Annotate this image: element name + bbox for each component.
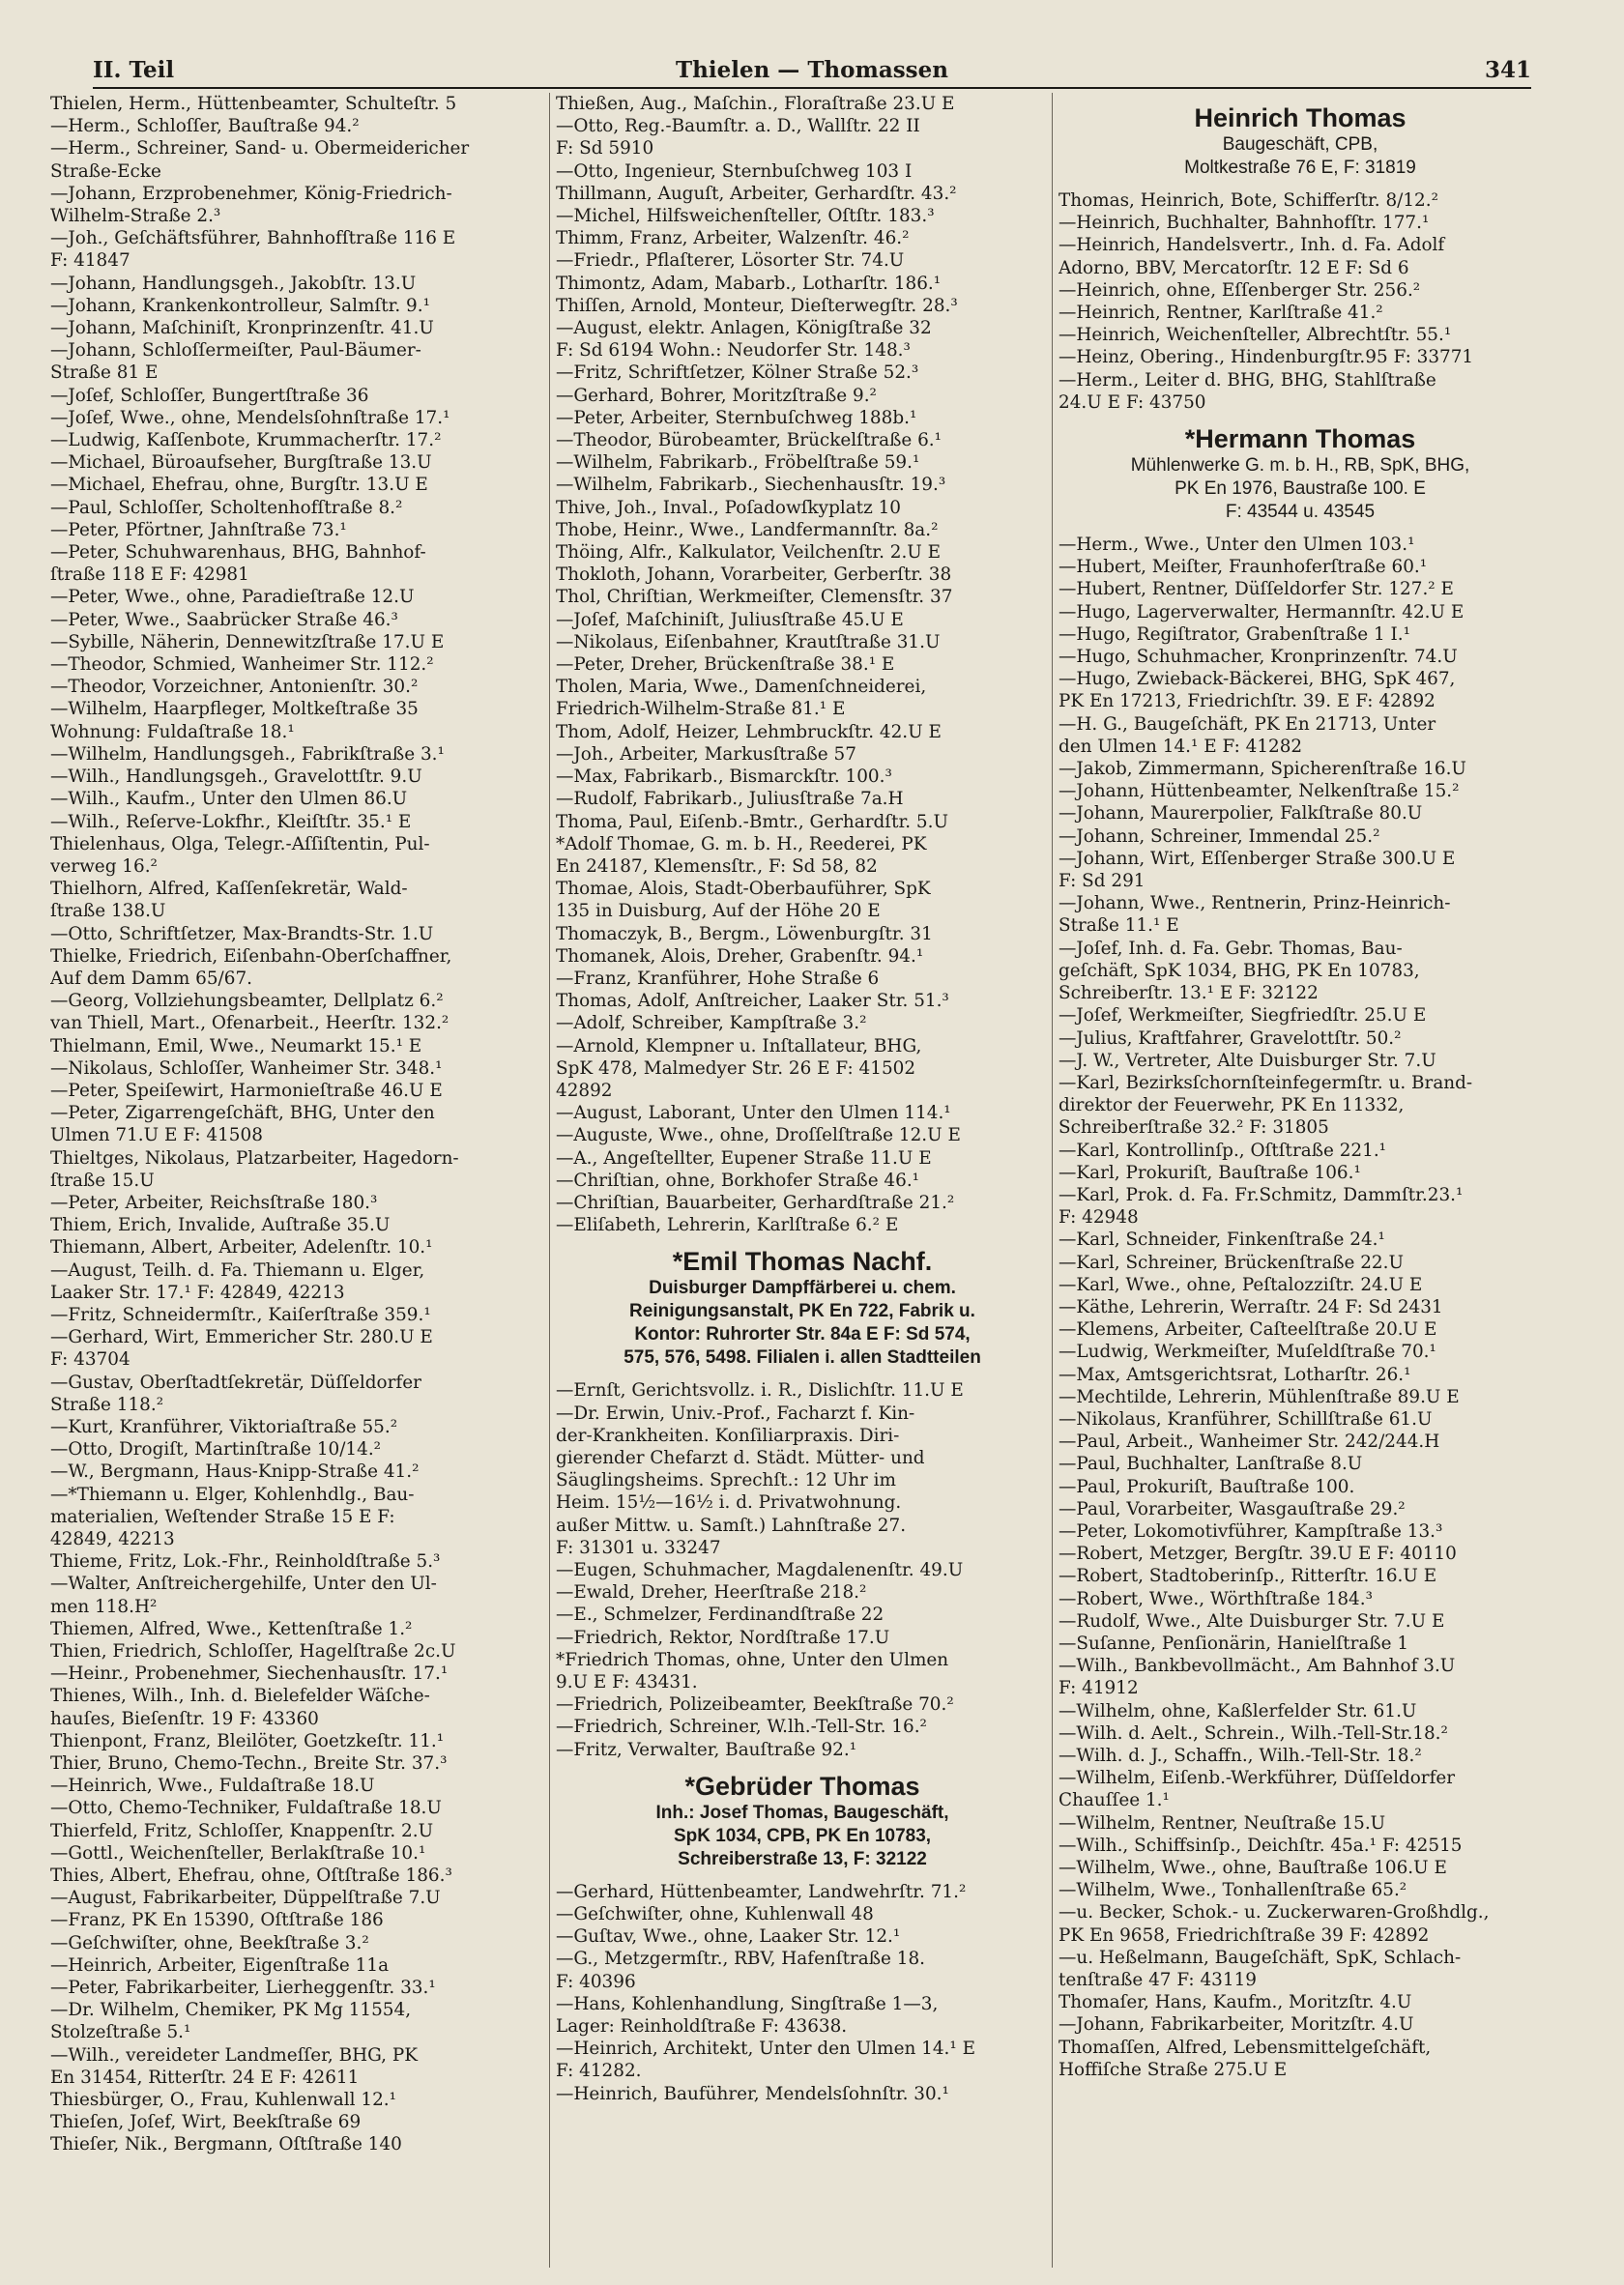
directory-entry-line: —Paul, Arbeit., Wanheimer Str. 242/244.H: [1058, 1432, 1440, 1453]
directory-entry-line: Straße 118.²: [50, 1394, 164, 1415]
directory-entry-line: —Karl, Schreiner, Brückenſtraße 22.U: [1058, 1252, 1404, 1273]
directory-entry-line: —Wilhelm, Wwe., ohne, Bauſtraße 106.U E: [1058, 1858, 1447, 1879]
directory-entry-line: Thomaſſen, Alfred, Lebensmittelgeſchäft,: [1058, 2037, 1432, 2058]
directory-entry-line: —Friedrich, Schreiner, W.lh.-Tell-Str. 16.²: [556, 1717, 927, 1738]
directory-entry-line: —Adolf, Schreiber, Kampſtraße 3.²: [556, 1013, 867, 1034]
directory-entry-line: SpK 478, Malmedyer Str. 26 E F: 41502: [556, 1057, 916, 1079]
directory-entry-line: —Wilhelm, Fabrikarb., Siechenhausſtr. 19.³: [556, 475, 946, 496]
directory-entry-line: —Ernſt, Gerichtsvollz. i. R., Dislichſtr. 11.U E: [556, 1380, 964, 1402]
directory-entry-line: Schreiberſtr. 13.¹ E F: 32122: [1058, 983, 1319, 1004]
directory-entry-line: —Klemens, Arbeiter, Caſteelſtraße 20.U E: [1058, 1319, 1437, 1341]
directory-entry-line: ſtraße 118 E F: 42981: [50, 564, 249, 586]
advertisement-emil: [556, 1246, 1049, 1370]
directory-entry-line: —Johann, Wirt, Eſſenberger Straße 300.U E: [1058, 848, 1456, 869]
directory-entry-line: —Robert, Metzger, Bergſtr. 39.U E F: 40110: [1058, 1544, 1457, 1565]
directory-entry-line: Thomaczyk, B., Bergm., Löwenburgſtr. 31: [556, 923, 933, 944]
directory-entry-line: —Heinrich, Buchhalter, Bahnhofſtr. 177.¹: [1058, 213, 1430, 234]
directory-entry-line: Thielmann, Emil, Wwe., Neumarkt 15.¹ E: [50, 1035, 422, 1056]
directory-entry-line: *Friedrich Thomas, ohne, Unter den Ulmen: [556, 1649, 949, 1670]
directory-entry-line: Thomas, Heinrich, Bote, Schifferſtr. 8/12.²: [1058, 190, 1438, 211]
directory-entry-line: Ulmen 71.U E F: 41508: [50, 1125, 263, 1146]
directory-entry-line: —Herm., Wwe., Unter den Ulmen 103.¹: [1058, 535, 1415, 556]
directory-entry-line: —Peter, Wwe., ohne, Paradieſtraße 12.U: [50, 587, 415, 608]
directory-entry-line: —Heinrich, Architekt, Unter den Ulmen 14.¹ E: [556, 2039, 976, 2060]
directory-entry-line: —Arnold, Klempner u. Inſtallateur, BHG,: [556, 1035, 922, 1056]
directory-entry-line: Thobe, Heinr., Wwe., Landfermannſtr. 8a.²: [556, 519, 939, 540]
directory-entry-line: —Max, Amtsgerichtsrat, Lotharſtr. 26.¹: [1058, 1364, 1411, 1385]
directory-entry-line: —Johann, Hüttenbeamter, Nelkenſtraße 15.²: [1058, 781, 1460, 802]
directory-entry-line: F: Sd 291: [1058, 871, 1146, 892]
directory-entry-line: Thomaſer, Hans, Kaufm., Moritzſtr. 4.U: [1058, 1992, 1412, 2013]
directory-entry-line: —Joh., Geſchäftsführer, Bahnhofſtraße 116 E: [50, 228, 456, 249]
directory-entry-line: Auf dem Damm 65/67.: [50, 968, 252, 989]
directory-entry-line: —August, Fabrikarbeiter, Düppelſtraße 7.U: [50, 1888, 441, 1909]
directory-entry-line: —August, Teilh. d. Fa. Thiemann u. Elger,: [50, 1259, 425, 1281]
directory-entry-line: —Wilh., Kaufm., Unter den Ulmen 86.U: [50, 789, 408, 810]
directory-entry-line: Thillmann, Auguſt, Arbeiter, Gerhardſtr. 43.²: [556, 183, 957, 204]
directory-entry-line: —Heinrich, Weichenſteller, Albrechtſtr. 55.¹: [1058, 325, 1452, 346]
directory-entry-line: Friedrich-Wilhelm-Straße 81.¹ E: [556, 699, 846, 720]
directory-entry-line: Thive, Joh., Inval., Poſadowſkyplatz 10: [556, 497, 902, 518]
directory-entry-line: Thießen, Aug., Maſchin., Floraſtraße 23.U E: [556, 94, 955, 114]
directory-entry-line: *Adolf Thomae, G. m. b. H., Reederei, PK: [556, 833, 927, 854]
directory-entry-line: —Fritz, Schneidermſtr., Kaiſerſtraße 359.¹: [50, 1304, 431, 1325]
directory-entry-line: —Heinrich, ohne, Eſſenberger Str. 256.²: [1058, 279, 1421, 301]
advertisement-title: *Emil Thomas Nachf.: [672, 1247, 933, 1277]
directory-entry-line: —Paul, Schloſſer, Scholtenhofſtraße 8.²: [50, 497, 403, 518]
directory-entry-line: —Wilhelm, Rentner, Neuſtraße 15.U: [1058, 1812, 1386, 1834]
directory-entry-line: —August, elektr. Anlagen, Königſtraße 32: [556, 318, 932, 339]
directory-entry-line: —u. Becker, Schok.- u. Zuckerwaren-Großhdlg.,: [1058, 1902, 1490, 1923]
directory-entry-line: Straße-Ecke: [50, 160, 161, 182]
directory-entry-line: —Johann, Fabrikarbeiter, Moritzſtr. 4.U: [1058, 2014, 1414, 2036]
directory-entry-line: —Theodor, Vorzeichner, Antonienſtr. 30.²: [50, 677, 419, 698]
directory-entry-line: Lager: Reinholdſtraße F: 43638.: [556, 2016, 848, 2038]
directory-entry-line: —Gustav, Oberſtadtſekretär, Düſſeldorfer: [50, 1372, 421, 1393]
directory-entry-line: —Karl, Kontrollinſp., Oſtſtraße 221.¹: [1058, 1140, 1387, 1161]
directory-entry-line: —Chriſtian, Bauarbeiter, Gerhardſtraße 21.²: [556, 1192, 955, 1213]
directory-entry-line: Thom, Adolf, Heizer, Lehmbruckſtr. 42.U E: [556, 721, 942, 742]
directory-entry-line: F: 41282.: [556, 2061, 642, 2082]
directory-entry-line: —Herm., Leiter d. BHG, BHG, Stahlſtraße: [1058, 369, 1436, 390]
directory-entry-line: gierender Chefarzt d. Städt. Mütter- und: [556, 1447, 925, 1468]
directory-entry-line: 24.U E F: 43750: [1058, 391, 1206, 413]
directory-entry-line: F: 42948: [1058, 1207, 1139, 1229]
directory-entry-line: —Paul, Buchhalter, Lanſtraße 8.U: [1058, 1454, 1363, 1475]
directory-entry-line: —Wilhelm, Haarpfleger, Moltkeſtraße 35: [50, 699, 419, 720]
directory-entry-line: —Johann, Erzprobenehmer, König-Friedrich-: [50, 183, 452, 204]
directory-entry-line: —Joſef, Schloſſer, Bungertſtraße 36: [50, 385, 369, 406]
directory-entry-line: Adorno, BBV, Mercatorſtr. 12 E F: Sd 6: [1058, 257, 1409, 278]
directory-entry-line: Thiem, Erich, Invalide, Auſtraße 35.U: [50, 1215, 391, 1236]
directory-entry-line: —Geſchwiſter, ohne, Beekſtraße 3.²: [50, 1932, 369, 1953]
directory-entry-line: —Dr. Erwin, Univ.-Prof., Facharzt f. Kin-: [556, 1403, 915, 1424]
directory-entry-line: —Wilh., vereideter Landmeſſer, BHG, PK: [50, 2044, 418, 2066]
directory-entry-line: —Ewald, Dreher, Heerſtraße 218.²: [556, 1582, 867, 1604]
directory-entry-line: —Peter, Speiſewirt, Harmonieſtraße 46.U E: [50, 1080, 443, 1101]
directory-entry-line: ſtraße 15.U: [50, 1170, 155, 1191]
advertisement-line: Reinigungsanstalt, PK En 722, Fabrik u.: [629, 1301, 975, 1322]
advertisement-line: Moltkestraße 76 E, F: 31819: [1184, 158, 1416, 178]
directory-entry-line: —Auguste, Wwe., ohne, Droſſelſtraße 12.U E: [556, 1125, 961, 1146]
directory-entry-line: —Kurt, Kranführer, Viktoriaſtraße 55.²: [50, 1416, 398, 1437]
directory-entry-line: —Johann, Maſchiniſt, Kronprinzenſtr. 41.U: [50, 318, 434, 339]
directory-entry-line: —Karl, Wwe., ohne, Peſtalozziſtr. 24.U E: [1058, 1274, 1423, 1295]
directory-entry-line: —Wilh. d. J., Schaffn., Wilh.-Tell-Str. 18.²: [1058, 1746, 1422, 1766]
directory-entry-line: —Chriſtian, ohne, Borkhofer Straße 46.¹: [556, 1170, 920, 1191]
directory-entry-line: —Joſef, Maſchiniſt, Juliusſtraße 45.U E: [556, 609, 904, 630]
directory-entry-line: Thöing, Alfr., Kalkulator, Veilchenſtr. 2.U E: [556, 542, 942, 564]
directory-entry-line: ſtraße 138.U: [50, 901, 166, 922]
directory-entry-line: PK En 9658, Friedrichſtraße 39 F: 42892: [1058, 1924, 1430, 1946]
directory-entry-line: —Nikolaus, Eiſenbahner, Krautſtraße 31.U: [556, 631, 941, 652]
directory-entry-line: —Paul, Prokuriſt, Bauſtraße 100.: [1058, 1476, 1355, 1497]
directory-entry-line: men 118.H²: [50, 1596, 158, 1617]
directory-entry-line: außer Mittw. u. Samſt.) Lahnſtraße 27.: [556, 1515, 907, 1536]
directory-entry-line: geſchäft, SpK 1034, BHG, PK En 10783,: [1058, 960, 1420, 981]
directory-entry-line: Thielen, Herm., Hüttenbeamter, Schulteſtr. 5: [50, 94, 457, 114]
directory-entry-line: Thies, Albert, Ehefrau, ohne, Oſtſtraße 186.³: [50, 1866, 452, 1887]
advertisement-line: Mühlenwerke G. m. b. H., RB, SpK, BHG,: [1130, 455, 1470, 477]
directory-entry-line: —Friedrich, Rektor, Nordſtraße 17.U: [556, 1627, 890, 1648]
directory-entry-line: Thieſer, Nik., Bergmann, Oſtſtraße 140: [50, 2134, 402, 2155]
directory-entry-line: —Wilhelm, Eiſenb.-Werkführer, Düſſeldorfer: [1058, 1768, 1456, 1789]
directory-entry-line: Thielhorn, Alfred, Kaſſenſekretär, Wald-: [50, 879, 408, 900]
directory-entry-line: Thimm, Franz, Arbeiter, Walzenſtr. 46.²: [556, 228, 910, 249]
directory-entry-line: materialien, Weſtender Straße 15 E F:: [50, 1506, 395, 1527]
directory-entry-line: —Hans, Kohlenhandlung, Singſtraße 1—3,: [556, 1993, 939, 2014]
directory-entry-line: Schreiberſtraße 32.² F: 31805: [1058, 1117, 1329, 1139]
directory-entry-line: —Gerhard, Hüttenbeamter, Landwehrſtr. 71.²: [556, 1881, 967, 1902]
directory-entry-line: —Peter, Arbeiter, Reichsſtraße 180.³: [50, 1192, 378, 1213]
directory-entry-line: —Heinrich, Rentner, Karlſtraße 41.²: [1058, 303, 1383, 324]
directory-entry-line: —Wilh., Bankbevollmächt., Am Bahnhof 3.U: [1058, 1656, 1456, 1677]
directory-entry-line: —Jakob, Zimmermann, Spicherenſtraße 16.U: [1058, 759, 1466, 780]
directory-entry-line: —Johann, Schreiner, Immendal 25.²: [1058, 825, 1380, 847]
directory-entry-line: —A., Angeſtellter, Eupener Straße 11.U E: [556, 1147, 932, 1169]
directory-entry-line: Thiſſen, Arnold, Monteur, Dieſterwegſtr. 28.³: [556, 295, 958, 316]
page-number: 341: [1484, 57, 1531, 83]
directory-entry-line: 135 in Duisburg, Auf der Höhe 20 E: [556, 901, 881, 922]
directory-entry-line: —Heinrich, Arbeiter, Eigenſtraße 11a: [50, 1954, 390, 1976]
directory-entry-line: —Suſanne, Penſionärin, Hanielſtraße 1: [1058, 1633, 1409, 1654]
advertisement-line: Kontor: Ruhrorter Str. 84a E F: Sd 574,: [634, 1324, 971, 1345]
directory-entry-line: —Peter, Schuhwarenhaus, BHG, Bahnhof-: [50, 542, 426, 564]
directory-entry-line: —Nikolaus, Schloſſer, Wanheimer Str. 348.¹: [50, 1057, 443, 1079]
advertisement-gebr: [556, 1771, 1049, 1871]
directory-entry-line: —Gerhard, Bohrer, Moritzſtraße 9.²: [556, 385, 877, 406]
directory-entry-line: —Peter, Fabrikarbeiter, Lierheggenſtr. 33.¹: [50, 1978, 436, 1999]
directory-entry-line: Wohnung: Fuldaſtraße 18.¹: [50, 721, 295, 742]
directory-entry-line: —Rudolf, Fabrikarb., Juliusſtraße 7a.H: [556, 789, 904, 810]
directory-entry-line: —Johann, Schloſſermeiſter, Paul-Bäumer-: [50, 340, 421, 362]
directory-entry-line: En 31454, Ritterſtr. 24 E F: 42611: [50, 2067, 360, 2088]
directory-entry-line: —W., Bergmann, Haus-Knipp-Straße 41.²: [50, 1461, 420, 1483]
directory-entry-line: —Dr. Wilhelm, Chemiker, PK Mg 11554,: [50, 2000, 412, 2021]
directory-entry-line: —Heinz, Obering., Hindenburgſtr.95 F: 33771: [1058, 347, 1474, 368]
directory-entry-line: —Michel, Hilfsweichenſteller, Oſtſtr. 183.³: [556, 206, 935, 227]
directory-entry-line: Säuglingsheims. Sprechſt.: 12 Uhr im: [556, 1470, 896, 1491]
directory-entry-line: Thieltges, Nikolaus, Platzarbeiter, Hagedorn-: [50, 1147, 459, 1169]
advertisement-title: Heinrich Thomas: [1194, 103, 1406, 132]
directory-entry-line: Thol, Chriſtian, Werkmeiſter, Clemensſtr. 37: [556, 587, 953, 608]
directory-entry-line: —Johann, Handlungsgeh., Jakobſtr. 13.U: [50, 273, 417, 294]
directory-entry-line: —Michael, Ehefrau, ohne, Burgſtr. 13.U E: [50, 475, 428, 496]
directory-entry-line: Thienpont, Franz, Bleilöter, Goetzkeſtr. 11.¹: [50, 1730, 445, 1751]
directory-entry-line: —Wilh. d. Aelt., Schrein., Wilh.-Tell-Str.18.²: [1058, 1722, 1448, 1744]
directory-entry-line: —Karl, Prokuriſt, Bauſtraße 106.¹: [1058, 1162, 1361, 1183]
directory-entry-line: —Johann, Wwe., Rentnerin, Prinz-Heinrich-: [1058, 893, 1451, 914]
directory-entry-line: —Ludwig, Werkmeiſter, Muſeldſtraße 70.¹: [1058, 1342, 1436, 1363]
directory-entry-line: —Hubert, Meiſter, Fraunhoferſtraße 60.¹: [1058, 557, 1428, 578]
directory-entry-line: Thokloth, Johann, Vorarbeiter, Gerberſtr. 38: [556, 564, 952, 586]
directory-entry-line: —Heinrich, Handelsvertr., Inh. d. Fa. Adolf: [1058, 235, 1445, 256]
column-2: [549, 93, 1049, 2268]
directory-entry-line: —Joſef, Inh. d. Fa. Gebr. Thomas, Bau-: [1058, 938, 1403, 959]
directory-entry-line: —Wilhelm, Handlungsgeh., Fabrikſtraße 3.¹: [50, 743, 445, 765]
directory-entry-line: —Robert, Stadtoberinſp., Ritterſtr. 16.U E: [1058, 1566, 1437, 1587]
directory-entry-line: —Otto, Schriftſetzer, Max-Brandts-Str. 1.U: [50, 923, 434, 944]
advertisement-line: PK En 1976, Baustraße 100. E: [1174, 478, 1426, 500]
directory-entry-line: —Friedr., Pflaſterer, Lösorter Str. 74.U: [556, 250, 905, 272]
directory-entry-line: —Michael, Büroaufseher, Burgſtraße 13.U: [50, 452, 432, 474]
directory-entry-line: —Ludwig, Kaſſenbote, Krummacherſtr. 17.²: [50, 430, 442, 451]
directory-entry-line: Heim. 15½—16½ i. d. Privatwohnung.: [556, 1492, 902, 1514]
directory-entry-line: —Wilh., Handlungsgeh., Gravelottſtr. 9.U: [50, 766, 422, 788]
directory-entry-line: der-Krankheiten. Konſiliarpraxis. Diri-: [556, 1425, 900, 1446]
directory-entry-line: —Peter, Arbeiter, Sternbuſchweg 188b.¹: [556, 407, 917, 428]
directory-entry-line: —Wilh., Schiffsinſp., Deichſtr. 45a.¹ F: 42515: [1058, 1835, 1463, 1856]
directory-entry-line: —Peter, Zigarrengeſchäft, BHG, Unter den: [50, 1103, 435, 1124]
directory-entry-line: —Wilhelm, ohne, Kaßlerfelder Str. 61.U: [1058, 1700, 1417, 1721]
directory-entry-line: —Otto, Ingenieur, Sternbuſchweg 103 I: [556, 160, 913, 182]
advertisement-title: *Gebrüder Thomas: [684, 1771, 920, 1801]
directory-entry-line: Thiesbürger, O., Frau, Kuhlenwall 12.¹: [50, 2090, 396, 2111]
directory-entry-line: —Johann, Krankenkontrolleur, Salmſtr. 9.¹: [50, 295, 430, 316]
directory-entry-line: Thiemen, Alfred, Wwe., Kettenſtraße 1.²: [50, 1618, 413, 1639]
directory-entry-line: Straße 81 E: [50, 362, 159, 384]
directory-entry-line: —Hugo, Regiſtrator, Grabenſtraße 1 I.¹: [1058, 623, 1411, 645]
directory-entry-line: van Thiell, Mart., Ofenarbeit., Heerſtr. 132.²: [50, 1013, 450, 1034]
directory-entry-line: Stolzeſtraße 5.¹: [50, 2022, 191, 2043]
directory-entry-line: Straße 11.¹ E: [1058, 915, 1179, 937]
advertisement-line: Schreiberstraße 13, F: 32122: [678, 1848, 927, 1869]
column-3: [1052, 93, 1542, 2268]
directory-entry-line: —Karl, Schneider, Finkenſtraße 24.¹: [1058, 1229, 1385, 1251]
directory-entry-line: En 24187, Klemensſtr., F: Sd 58, 82: [556, 855, 878, 877]
directory-entry-line: Thienes, Wilh., Inh. d. Bielefelder Wäſche-: [50, 1686, 430, 1707]
directory-entry-line: —Franz, PK En 15390, Oſtſtraße 186: [50, 1910, 384, 1931]
section-label: II. Teil: [93, 57, 175, 83]
directory-entry-line: 9.U E F: 43431.: [556, 1672, 698, 1692]
directory-entry-line: Thiemann, Albert, Arbeiter, Adelenſtr. 10.¹: [50, 1237, 433, 1258]
directory-entry-line: Thomanek, Alois, Dreher, Grabenſtr. 94.¹: [556, 945, 924, 967]
directory-entry-line: Laaker Str. 17.¹ F: 42849, 42213: [50, 1282, 345, 1303]
directory-entry-line: —August, Laborant, Unter den Ulmen 114.¹: [556, 1103, 951, 1124]
page-header: [93, 50, 1531, 89]
directory-entry-line: —Fritz, Schriftſetzer, Kölner Straße 52.³: [556, 362, 919, 384]
directory-entry-line: —Heinr., Probenehmer, Siechenhausſtr. 17.¹: [50, 1663, 449, 1685]
directory-entry-line: Thien, Friedrich, Schloſſer, Hagelſtraße 2c.U: [50, 1641, 456, 1663]
directory-entry-line: —Mechtilde, Lehrerin, Mühlenſtraße 89.U E: [1058, 1386, 1460, 1407]
directory-entry-line: —Julius, Kraftfahrer, Gravelottſtr. 50.²: [1058, 1027, 1402, 1049]
directory-entry-line: Wilhelm-Straße 2.³: [50, 206, 221, 227]
directory-entry-line: —H. G., Baugeſchäft, PK En 21713, Unter: [1058, 713, 1436, 735]
directory-entry-line: —Joſef, Wwe., ohne, Mendelsſohnſtraße 17.¹: [50, 407, 450, 428]
directory-entry-line: —Otto, Drogiſt, Martinſtraße 10/14.²: [50, 1439, 382, 1461]
directory-entry-line: —Otto, Reg.-Baumſtr. a. D., Wallſtr. 22 II: [556, 116, 920, 137]
directory-entry-line: PK En 17213, Friedrichſtr. 39. E F: 42892: [1058, 691, 1436, 712]
directory-entry-line: —Peter, Lokomotivführer, Kampſtraße 13.³: [1058, 1520, 1443, 1542]
directory-entry-line: verweg 16.²: [50, 855, 158, 877]
directory-entry-line: —Eugen, Schuhmacher, Magdalenenſtr. 49.U: [556, 1559, 964, 1580]
directory-entry-line: —Hugo, Lagerverwalter, Hermannſtr. 42.U E: [1058, 601, 1464, 622]
directory-entry-line: F: 41847: [50, 250, 130, 272]
directory-entry-line: —Wilhelm, Wwe., Tonhallenſtraße 65.²: [1058, 1880, 1407, 1901]
directory-entry-line: —Walter, Anſtreichergehilfe, Unter den Ul-: [50, 1574, 437, 1595]
directory-entry-line: —Guſtav, Wwe., ohne, Laaker Str. 12.¹: [556, 1926, 901, 1948]
directory-entry-line: —E., Schmelzer, Ferdinandſtraße 22: [556, 1605, 884, 1626]
directory-entry-line: —u. Heßelmann, Baugeſchäft, SpK, Schlach-: [1058, 1947, 1462, 1968]
page-range-title: Thielen — Thomassen: [676, 57, 948, 83]
directory-entry-line: —Friedrich, Polizeibeamter, Beekſtraße 70.²: [556, 1694, 954, 1716]
directory-entry-line: Thielke, Friedrich, Eiſenbahn-Oberſchaffner,: [50, 945, 452, 967]
directory-entry-line: —Rudolf, Wwe., Alte Duisburger Str. 7.U E: [1058, 1610, 1445, 1632]
directory-entry-line: —Joh., Arbeiter, Markusſtraße 57: [556, 743, 856, 765]
directory-entry-line: Thoma, Paul, Eiſenb.-Bmtr., Gerhardſtr. 5.U: [556, 811, 948, 832]
directory-entry-line: —Paul, Vorarbeiter, Wasgauſtraße 29.²: [1058, 1498, 1406, 1519]
directory-entry-line: —Karl, Bezirksſchornſteinfegermſtr. u. Brand-: [1058, 1072, 1473, 1093]
directory-entry-line: —*Thiemann u. Elger, Kohlenhdlg., Bau-: [50, 1484, 415, 1505]
directory-entry-line: Thomae, Alois, Stadt-Oberbauführer, SpK: [556, 879, 931, 900]
directory-entry-line: Thierfeld, Fritz, Schloſſer, Knappenſtr. 2.U: [50, 1820, 434, 1841]
directory-entry-line: F: 40396: [556, 1971, 636, 1992]
directory-entry-line: —Peter, Wwe., Saabrücker Straße 46.³: [50, 609, 398, 630]
directory-entry-line: Thieme, Fritz, Lok.-Fhr., Reinholdſtraße 5.³: [50, 1551, 441, 1573]
directory-entry-line: —Herm., Schreiner, Sand- u. Obermeidericher: [50, 138, 470, 159]
directory-entry-line: —Johann, Maurerpolier, Falkſtraße 80.U: [1058, 803, 1423, 824]
directory-entry-line: —Peter, Pförtner, Jahnſtraße 73.¹: [50, 519, 347, 540]
directory-entry-line: —Peter, Dreher, Brückenſtraße 38.¹ E: [556, 654, 895, 676]
directory-entry-line: den Ulmen 14.¹ E F: 41282: [1058, 736, 1303, 757]
directory-entry-line: Chauſſee 1.¹: [1058, 1790, 1170, 1811]
directory-entry-line: —Gottl., Weichenſteller, Berlakſtraße 10.¹: [50, 1842, 426, 1864]
advertisement-line: Baugeschäft, CPB,: [1222, 134, 1378, 155]
directory-entry-line: Thomas, Adolf, Anſtreicher, Laaker Str. 51.³: [556, 991, 949, 1012]
advertisement-line: Inh.: Josef Thomas, Baugeschäft,: [655, 1802, 949, 1823]
directory-entry-line: Thieſen, Joſef, Wirt, Beekſtraße 69: [50, 2112, 362, 2133]
directory-entry-line: —Heinrich, Bauführer, Mendelsſohnſtr. 30.¹: [556, 2083, 949, 2104]
advertisement-line: F: 43544 u. 43545: [1225, 502, 1376, 523]
advertisement-title: *Hermann Thomas: [1184, 424, 1416, 454]
directory-entry-line: Hoffiſche Straße 275.U E: [1058, 2059, 1288, 2080]
directory-entry-line: —Otto, Chemo-Techniker, Fuldaſtraße 18.U: [50, 1798, 442, 1819]
directory-entry-line: F: Sd 6194 Wohn.: Neudorfer Str. 148.³: [556, 340, 911, 362]
directory-entry-line: —Sybille, Näherin, Dennewitzſtraße 17.U E: [50, 631, 445, 652]
directory-entry-line: F: Sd 5910: [556, 138, 654, 159]
directory-entry-line: —Max, Fabrikarb., Bismarckſtr. 100.³: [556, 766, 892, 788]
directory-entry-line: —Robert, Wwe., Wörthſtraße 184.³: [1058, 1588, 1373, 1609]
directory-entry-line: —Theodor, Bürobeamter, Brückelſtraße 6.¹: [556, 430, 942, 451]
directory-entry-line: —Herm., Schloſſer, Bauſtraße 94.²: [50, 116, 360, 137]
directory-entry-line: direktor der Feuerwehr, PK En 11332,: [1058, 1095, 1405, 1116]
directory-entry-line: —Karl, Prok. d. Fa. Fr.Schmitz, Dammſtr.23.¹: [1058, 1184, 1464, 1205]
directory-entry-line: hauſes, Bieſenſtr. 19 F: 43360: [50, 1708, 319, 1729]
directory-entry-line: —Franz, Kranführer, Hohe Straße 6: [556, 968, 880, 989]
column-1: [50, 93, 543, 2268]
directory-entry-line: —Wilh., Reſerve-Lokfhr., Kleiſtſtr. 35.¹ E: [50, 811, 412, 832]
directory-entry-line: Thielenhaus, Olga, Telegr.-Aſſiſtentin, Pul-: [50, 833, 430, 854]
directory-entry-line: Thier, Bruno, Chemo-Techn., Breite Str. 37.³: [50, 1753, 448, 1775]
directory-entry-line: —Heinrich, Wwe., Fuldaſtraße 18.U: [50, 1776, 375, 1797]
directory-entry-line: —Theodor, Schmied, Wanheimer Str. 112.²: [50, 654, 434, 676]
directory-entry-line: —Nikolaus, Kranführer, Schillſtraße 61.U: [1058, 1408, 1433, 1430]
directory-entry-line: F: 41912: [1058, 1678, 1139, 1699]
directory-entry-line: —Hubert, Rentner, Düſſeldorfer Str. 127.² E: [1058, 579, 1454, 600]
advertisement-heinrich: [1058, 102, 1542, 180]
directory-entry-line: 42892: [556, 1080, 613, 1101]
directory-entry-line: F: 31301 u. 33247: [556, 1537, 721, 1558]
directory-entry-line: —Käthe, Lehrerin, Werraſtr. 24 F: Sd 2431: [1058, 1296, 1443, 1317]
advertisement-line: Duisburger Dampffärberei u. chem.: [649, 1278, 956, 1299]
directory-entry-line: Tholen, Maria, Wwe., Damenſchneiderei,: [556, 677, 927, 698]
directory-entry-line: 42849, 42213: [50, 1529, 175, 1549]
directory-entry-line: —Gerhard, Wirt, Emmericher Str. 280.U E: [50, 1327, 433, 1348]
advertisement-hermann: [1058, 423, 1542, 524]
directory-entry-line: Thimontz, Adam, Mabarb., Lotharſtr. 186.¹: [556, 273, 942, 294]
advertisement-line: 575, 576, 5498. Filialen i. allen Stadtteilen: [624, 1347, 981, 1369]
directory-entry-line: tenſtraße 47 F: 43119: [1058, 1970, 1257, 1991]
directory-entry-line: —Georg, Vollziehungsbeamter, Dellplatz 6.²: [50, 991, 444, 1012]
directory-entry-line: —Geſchwiſter, ohne, Kuhlenwall 48: [556, 1904, 874, 1925]
directory-entry-line: —Wilhelm, Fabrikarb., Fröbelſtraße 59.¹: [556, 452, 920, 474]
directory-entry-line: F: 43704: [50, 1349, 130, 1371]
advertisement-line: SpK 1034, CPB, PK En 10783,: [673, 1825, 932, 1846]
directory-entry-line: —J. W., Vertreter, Alte Duisburger Str. 7.U: [1058, 1050, 1436, 1071]
directory-entry-line: —Hugo, Zwieback-Bäckerei, BHG, SpK 467,: [1058, 669, 1456, 690]
directory-entry-line: —Hugo, Schuhmacher, Kronprinzenſtr. 74.U: [1058, 647, 1458, 668]
directory-entry-line: —Joſef, Werkmeiſter, Siegfriedſtr. 25.U E: [1058, 1005, 1427, 1027]
directory-entry-line: —Fritz, Verwalter, Bauſtraße 92.¹: [556, 1739, 857, 1760]
directory-entry-line: —G., Metzgermſtr., RBV, Hafenſtraße 18.: [556, 1949, 926, 1970]
directory-entry-line: —Eliſabeth, Lehrerin, Karlſtraße 6.² E: [556, 1215, 899, 1236]
